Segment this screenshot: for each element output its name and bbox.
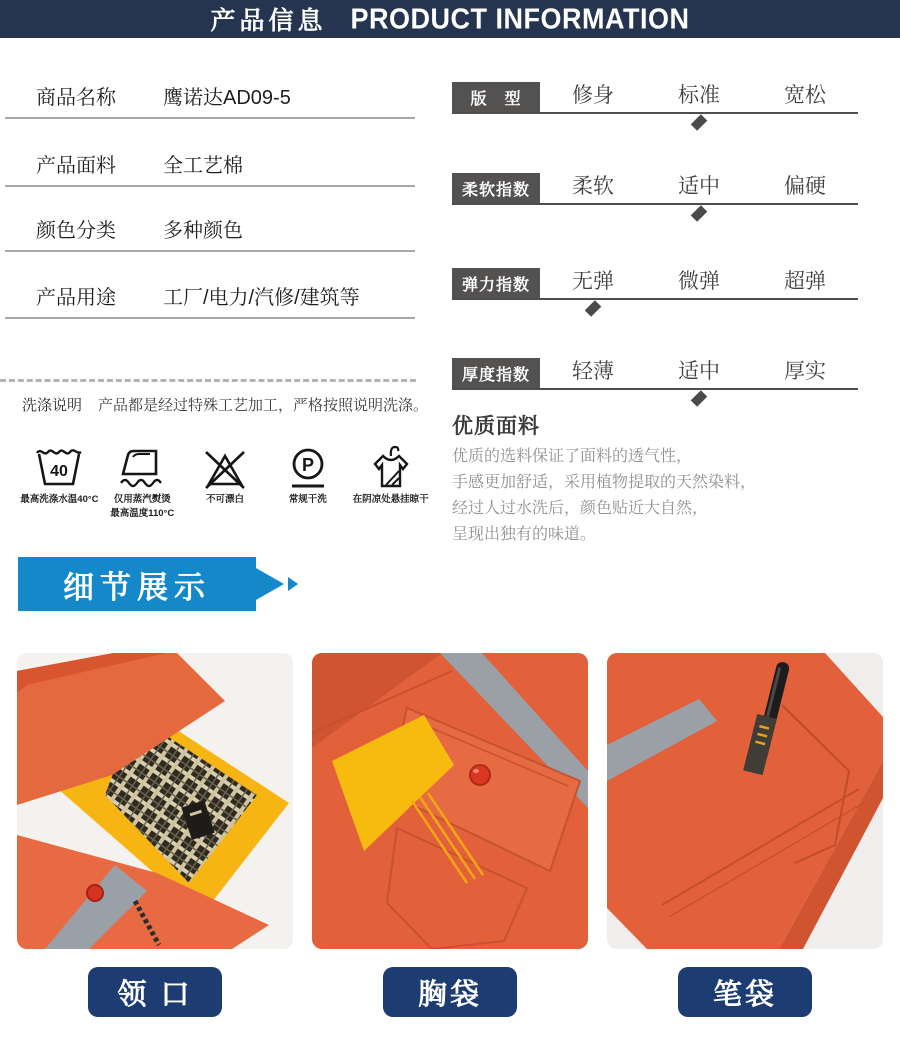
care-icons-row (18, 443, 432, 519)
care-icon-dry-clean (266, 443, 349, 519)
chest-pocket-photo[interactable] (312, 653, 588, 949)
washing-note-text: 产品都是经过特殊工艺加工，严格按照说明洗涤。 (98, 397, 429, 414)
svg-text:P: P (301, 455, 314, 475)
care-caption: 在阴凉处悬挂晾干 (352, 494, 429, 505)
attribute-row-fabric (5, 150, 415, 187)
attribute-label: 产品用途 (36, 287, 116, 309)
fabric-line: 呈现出独有的味道。 (452, 526, 597, 543)
selected-marker-icon (691, 205, 708, 222)
header-title-en: PRODUCT INFORMATION (350, 2, 690, 35)
attribute-label: 产品面料 (36, 155, 116, 177)
indicator-row-thickness (452, 358, 858, 390)
steam-iron-icon (117, 443, 167, 491)
care-icon-steam-iron (101, 443, 184, 519)
care-caption: 最高洗涤水温40°C (20, 494, 99, 505)
details-banner: 细节展示 (18, 557, 256, 611)
indicator-row-elasticity (452, 268, 858, 300)
selected-marker-icon (585, 300, 602, 317)
attribute-label: 商品名称 (36, 87, 116, 109)
collar-photo-illustration (17, 653, 293, 949)
detail-badge-collar: 领 口 (88, 967, 222, 1017)
pen-pocket-photo[interactable] (607, 653, 883, 949)
care-caption: 常规干洗 (288, 494, 327, 505)
care-icon-hang-dry (349, 443, 432, 519)
fabric-description (452, 444, 872, 548)
section-header (0, 0, 900, 38)
indicator-label: 柔软指数 (452, 173, 540, 203)
detail-badge-chest-pocket: 胸袋 (383, 967, 517, 1017)
care-caption: 不可漂白 (205, 494, 244, 505)
attribute-value: 工厂/电力/汽修/建筑等 (163, 287, 360, 309)
indicator-row-fit (452, 82, 858, 114)
indicator-label: 版 型 (452, 82, 540, 112)
indicator-option: 修身 (572, 84, 614, 107)
attribute-row-color (5, 215, 415, 252)
pen-pocket-photo-illustration (607, 653, 883, 949)
fabric-line: 优质的选料保证了面料的透气性， (452, 448, 693, 465)
attribute-value: 多种颜色 (163, 220, 243, 242)
attribute-value: 全工艺棉 (163, 155, 243, 177)
banner-arrow-icon (256, 568, 284, 600)
care-icon-no-bleach (184, 443, 267, 519)
indicator-option: 适中 (678, 360, 720, 383)
care-caption: 最高温度110°C (110, 508, 175, 519)
indicator-option: 标准 (678, 84, 720, 107)
fabric-line: 经过人过水洗后，颜色贴近大自然， (452, 500, 709, 517)
indicator-label: 弹力指数 (452, 268, 540, 298)
indicator-row-softness (452, 173, 858, 205)
detail-badge-pen-pocket: 笔袋 (678, 967, 812, 1017)
washing-note (22, 394, 442, 415)
indicator-option: 超弹 (784, 270, 826, 293)
fabric-title: 优质面料 (452, 415, 540, 438)
wash-40-icon (34, 443, 84, 491)
indicator-options (540, 82, 858, 112)
banner-arrow-icon (288, 577, 298, 591)
attribute-label: 颜色分类 (36, 220, 116, 242)
indicator-option: 厚实 (784, 360, 826, 383)
attribute-value: 鹰诺达AD09-5 (163, 87, 291, 109)
header-title-cn: 产品信息 (210, 7, 327, 35)
indicator-option: 适中 (678, 175, 720, 198)
indicator-option: 偏硬 (784, 175, 826, 198)
care-icon-wash-40 (18, 443, 101, 519)
indicator-option: 微弹 (678, 270, 720, 293)
collar-photo[interactable] (17, 653, 293, 949)
indicator-options (540, 268, 858, 298)
selected-marker-icon (691, 390, 708, 407)
selected-marker-icon (691, 114, 708, 131)
care-caption: 仅用蒸汽熨烫 (113, 494, 171, 505)
svg-text:40: 40 (50, 463, 69, 480)
attribute-row-usage (5, 282, 415, 319)
indicator-label: 厚度指数 (452, 358, 540, 388)
indicator-option: 无弹 (572, 270, 614, 293)
indicator-options (540, 173, 858, 203)
attribute-row-name (5, 82, 415, 119)
indicator-option: 宽松 (784, 84, 826, 107)
washing-label: 洗涤说明 (22, 397, 83, 414)
dashed-divider (0, 379, 416, 382)
indicator-option: 轻薄 (572, 360, 614, 383)
fabric-line: 手感更加舒适，采用植物提取的天然染料， (452, 474, 757, 491)
indicator-option: 柔软 (572, 175, 614, 198)
hang-dry-icon (366, 443, 416, 491)
no-bleach-icon (200, 443, 250, 491)
chest-pocket-photo-illustration (312, 653, 588, 949)
dry-clean-icon (283, 443, 333, 491)
indicator-options (540, 358, 858, 388)
